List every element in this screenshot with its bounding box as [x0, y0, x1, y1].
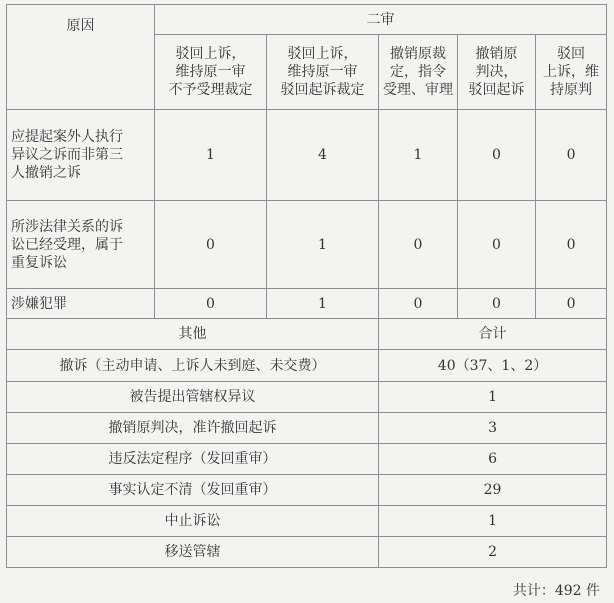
table-row [7, 537, 607, 568]
other-label: 移送管辖 [7, 537, 379, 568]
other-header-row [7, 319, 607, 350]
other-total: 1 [379, 506, 607, 537]
other-total: 3 [379, 413, 607, 444]
value-cell: 0 [536, 289, 607, 319]
total-header: 合计 [379, 319, 607, 350]
other-total: 29 [379, 475, 607, 506]
other-label: 事实认定不清（发回重审） [7, 475, 379, 506]
second-instance-header: 二审 [366, 11, 395, 28]
other-total: 6 [379, 444, 607, 475]
value-cell: 0 [458, 201, 536, 289]
reason-header: 原因 [66, 18, 95, 34]
table-row [7, 201, 607, 289]
table-row [7, 506, 607, 537]
col-header-2: 驳回上诉， 维持原一审 驳回起诉裁定 [267, 35, 379, 110]
col-header-5: 驳回 上诉，维 持原判 [536, 35, 607, 110]
grand-total-text: 共计：492 件 [512, 583, 600, 599]
value-cell: 0 [379, 289, 458, 319]
other-label: 撤销原判决，准许撤回起诉 [7, 413, 379, 444]
col-header-3: 撤销原裁 定，指令 受理、审理 [379, 35, 458, 110]
table-row [7, 289, 607, 319]
other-label: 中止诉讼 [7, 506, 379, 537]
col-header-4: 撤销原 判决， 驳回起诉 [458, 35, 536, 110]
reason-cell: 所涉法律关系的诉 讼已经受理，属于 重复诉讼 [7, 201, 155, 289]
value-cell: 4 [267, 110, 379, 201]
col-header-1: 驳回上诉， 维持原一审 不予受理裁定 [155, 35, 267, 110]
value-cell: 1 [379, 110, 458, 201]
value-cell: 0 [155, 201, 267, 289]
value-cell: 0 [458, 289, 536, 319]
value-cell: 0 [536, 110, 607, 201]
value-cell: 0 [155, 289, 267, 319]
table-row [7, 110, 607, 201]
reason-header-cell [7, 5, 155, 110]
other-label: 被告提出管辖权异议 [7, 382, 379, 413]
table-row [7, 444, 607, 475]
other-header: 其他 [7, 319, 379, 350]
statistics-table [6, 4, 607, 568]
second-instance-header-cell [155, 5, 607, 35]
value-cell: 1 [267, 201, 379, 289]
table-row [7, 382, 607, 413]
value-cell: 0 [379, 201, 458, 289]
table-row [7, 475, 607, 506]
table-row [7, 413, 607, 444]
reason-cell: 应提起案外人执行 异议之诉而非第三 人撤销之诉 [7, 110, 155, 201]
other-total: 40（37、1、2） [379, 350, 607, 382]
reason-cell: 涉嫌犯罪 [7, 289, 155, 319]
header-row-top [7, 5, 607, 35]
table-row [7, 350, 607, 382]
value-cell: 1 [155, 110, 267, 201]
value-cell: 0 [536, 201, 607, 289]
other-label: 撤诉（主动申请、上诉人未到庭、未交费） [7, 350, 379, 382]
other-total: 2 [379, 537, 607, 568]
value-cell: 0 [458, 110, 536, 201]
value-cell: 1 [267, 289, 379, 319]
other-total: 1 [379, 382, 607, 413]
other-label: 违反法定程序（发回重审） [7, 444, 379, 475]
